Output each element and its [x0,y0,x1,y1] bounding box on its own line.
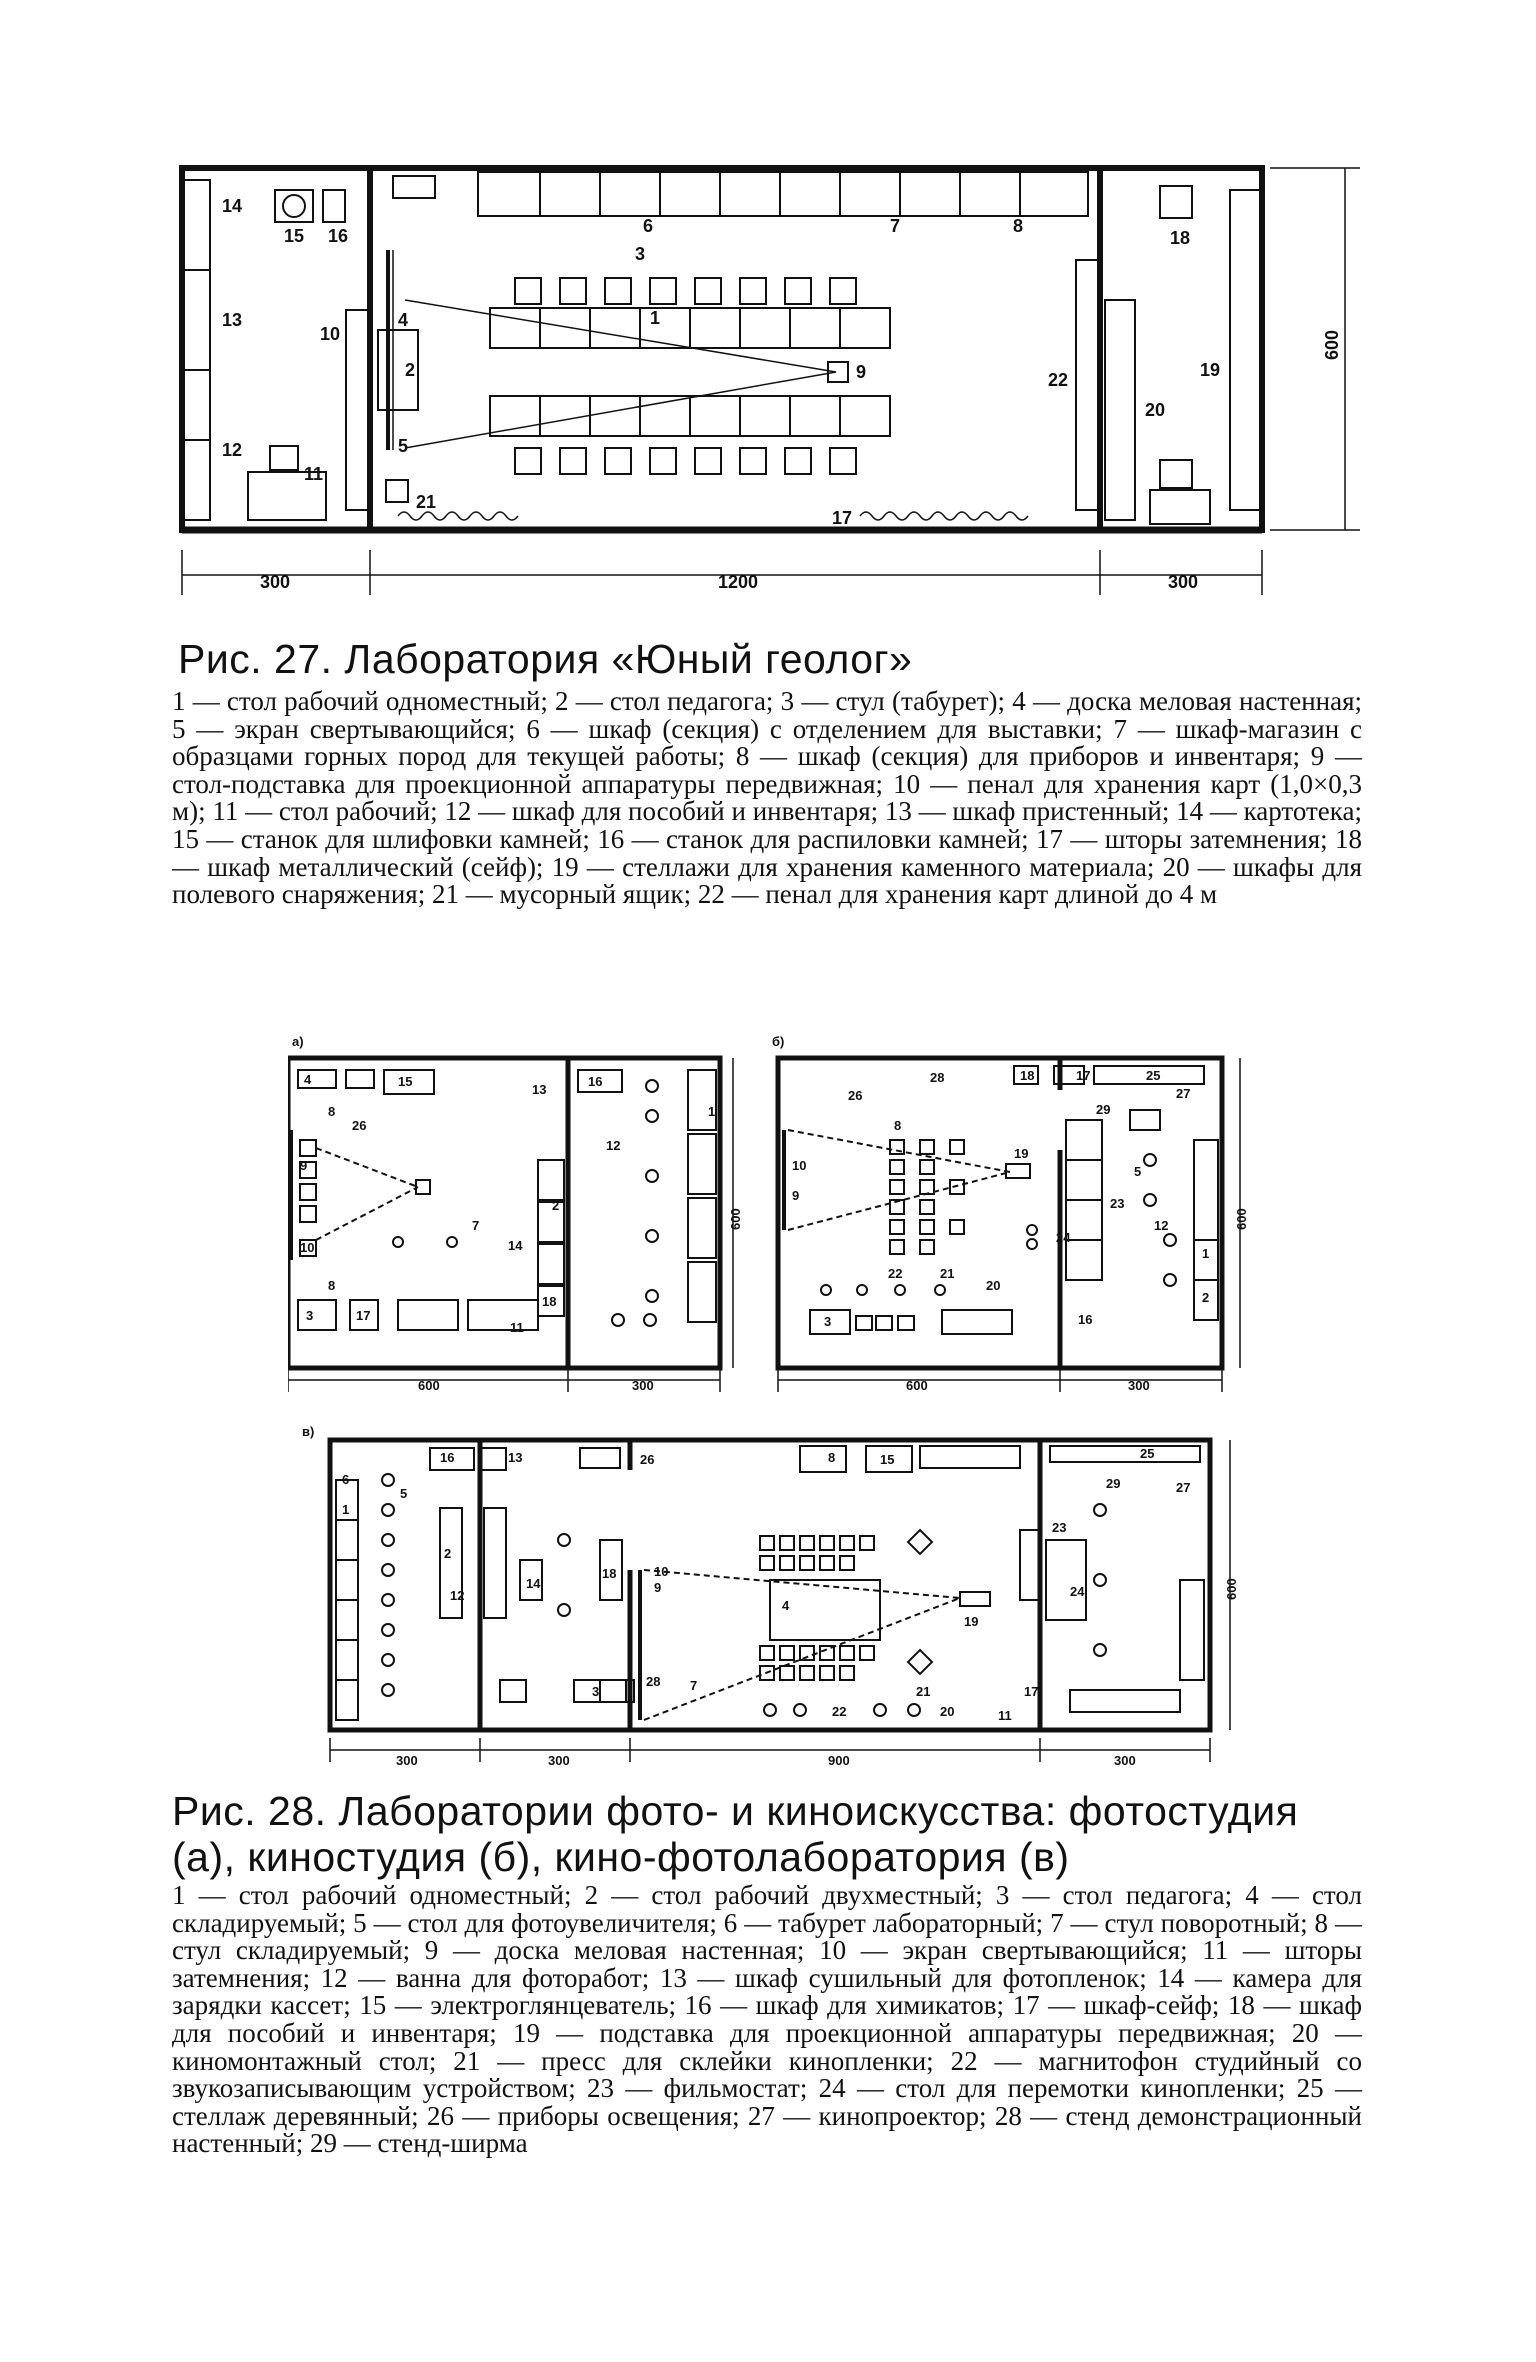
plan-c-dim-300b: 300 [548,1753,570,1768]
label-3: 3 [635,244,646,264]
plan-b-label-26: 26 [848,1088,863,1103]
figure27-legend-text: 1 — стол рабочий одноместный; 2 — стол педагога; 3 — стул (табурет); 4 — доска меловая настенная; 5 — экран свертывающийся; 6 — шкаф (секция) с отделением для выставки; 7 — шкаф-магазин с образцами горных пород для текущей работы; 8 — шкаф (секция) для приборов и инвентаря; 9 — стол-подставка для проекционной аппаратуры передвижная; 10 — пенал для хранения карт (1,0×0,3 м); 11 — стол рабочий; 12 — шкаф для пособий и инвентаря; 13 — шкаф пристенный; 14 — картотека; 15 — станок для шлифовки камней; 16 — станок для распиловки камней; 17 — шторы затемнения; 18 — шкаф металлический (сейф); 19 — стеллажи для хранения каменного материала; 20 — шкафы для полевого снаряжения; 21 — мусорный ящик; 22 — пенал для хранения карт длиной до 4 м [172,686,1362,910]
plan-a-label-4: 4 [304,1072,312,1087]
plan-b-dim-600: 600 [906,1378,928,1393]
plan-b-label-5: 5 [1134,1164,1142,1179]
plan-a-dim-300: 300 [632,1378,654,1393]
plan-a-label-14: 14 [508,1238,523,1253]
plan-c-label-17: 17 [1024,1684,1039,1699]
plan-b-tag: б) [772,1034,785,1049]
plan-c-label-7: 7 [690,1678,698,1693]
plan-a-label-26: 26 [352,1118,367,1133]
figure28-legend-text: 1 — стол рабочий одноместный; 2 — стол рабочий двухместный; 3 — стол педагога; 4 — стол складируемый; 5 — стол для фотоувеличителя; 6 — табурет лабораторный; 7 — стул поворотный; 8 — стул складируемый; 9 — доска меловая настенная; 10 — экран свертывающийся; 11 — шторы затемнения; 12 — ванна для фоторабот; 13 — шкаф сушильный для фотопленок; 14 — камера для зарядки кассет; 15 — электроглянцеватель; 16 — шкаф для химикатов; 17 — шкаф-сейф; 18 — шкаф для пособий и инвентаря; 19 — подставка для проекционной аппаратуры передвижная; 20 — киномонтажный стол; 21 — пресс для склейки кинопленки; 22 — магнитофон студийный со звукозаписывающим устройством; 23 — фильмостат; 24 — стол для перемотки кинопленки; 25 — стеллаж деревянный; 26 — приборы освещения; 27 — кинопроектор; 28 — стенд демонстрационный настенный; 29 — стенд-ширма [172,1880,1362,2159]
figure28-plan-a [288,1030,748,1410]
label-2: 2 [405,360,416,380]
label-21: 21 [416,492,437,512]
label-18: 18 [1170,228,1191,248]
label-15: 15 [284,226,305,246]
plan-b-label-23: 23 [1110,1196,1125,1211]
dim-600: 600 [1322,329,1342,360]
plan-a-label-3: 3 [306,1308,314,1323]
plan-c-dim-300a: 300 [396,1753,418,1768]
label-4: 4 [398,310,409,330]
plan-a-label-8b: 8 [328,1278,336,1293]
plan-b-label-12: 12 [1154,1218,1169,1233]
plan-b-label-2: 2 [1202,1290,1210,1305]
plan-c-label-3: 3 [592,1684,600,1699]
plan-c-label-6: 6 [342,1472,350,1487]
label-7: 7 [890,216,901,236]
plan-b-label-3: 3 [824,1314,832,1329]
plan-a-label-18: 18 [542,1294,557,1309]
label-13: 13 [222,310,243,330]
plan-c-label-2: 2 [444,1546,452,1561]
plan-c-label-27: 27 [1176,1480,1191,1495]
plan-c-label-25: 25 [1140,1446,1155,1461]
plan-a-label-12: 12 [606,1138,621,1153]
plan-b-dim-300: 300 [1128,1378,1150,1393]
plan-c-label-10: 10 [654,1564,669,1579]
plan-a-label-8a: 8 [328,1104,336,1119]
plan-c-label-18: 18 [602,1566,617,1581]
label-19: 19 [1200,360,1221,380]
dim-1200: 1200 [718,572,759,592]
plan-c-label-16: 16 [440,1450,455,1465]
label-10: 10 [320,324,341,344]
plan-a-tag: а) [292,1034,304,1049]
plan-b-label-22: 22 [888,1266,903,1281]
plan-a-label-15: 15 [398,1074,413,1089]
plan-c-dim-900: 900 [828,1753,850,1768]
plan-a-label-16: 16 [588,1074,603,1089]
plan-c-label-28: 28 [646,1674,661,1689]
plan-c-label-14: 14 [526,1576,541,1591]
plan-b-dim-height: 600 [1234,1208,1249,1230]
figure28-legend [172,1882,1362,2158]
label-14: 14 [222,196,243,216]
figure28-plan-c [300,1420,1260,1780]
plan-c-label-4: 4 [782,1598,790,1613]
figure27-title: Рис. 27. Лаборатория «Юный геолог» [178,636,913,682]
label-22: 22 [1048,370,1069,390]
plan-c-label-21: 21 [916,1684,931,1699]
plan-b-label-17: 17 [1076,1068,1091,1083]
plan-c-label-19: 19 [964,1614,979,1629]
plan-a-label-7: 7 [472,1218,480,1233]
plan-c-label-23: 23 [1052,1520,1067,1535]
figure27-legend [172,688,1362,909]
plan-c-label-13: 13 [508,1450,523,1465]
label-9: 9 [856,362,867,382]
plan-a-label-2: 2 [552,1198,560,1213]
plan-c-label-5: 5 [400,1486,408,1501]
figure27-floor-plan [160,150,1380,620]
plan-a-dim-height: 600 [728,1208,743,1230]
plan-b-label-8: 8 [894,1118,902,1133]
label-5: 5 [398,436,409,456]
plan-a-label-13: 13 [532,1082,547,1097]
plan-b-label-9: 9 [792,1188,800,1203]
plan-c-label-8: 8 [828,1450,836,1465]
label-11: 11 [304,464,324,484]
plan-a-label-1: 1 [708,1104,716,1119]
plan-a-label-11: 11 [510,1320,524,1335]
plan-a-label-9: 9 [300,1158,308,1173]
plan-c-label-22: 22 [832,1704,847,1719]
label-16: 16 [328,226,349,246]
figure28-title: Рис. 28. Лаборатории фото- и киноискусства: фотостудия (а), киностудия (б), кино-фотолаборатория (в) [172,1788,1299,1880]
plan-c-label-29: 29 [1106,1476,1121,1491]
plan-b-label-19: 19 [1014,1146,1029,1161]
label-6: 6 [643,216,654,236]
label-17: 17 [832,508,853,528]
label-8: 8 [1013,216,1024,236]
plan-c-label-26: 26 [640,1452,655,1467]
label-1: 1 [650,308,661,328]
plan-b-label-29: 29 [1096,1102,1111,1117]
plan-b-label-27: 27 [1176,1086,1191,1101]
plan-b-label-10: 10 [792,1158,807,1173]
plan-b-label-16: 16 [1078,1312,1093,1327]
label-20: 20 [1145,400,1166,420]
plan-b-label-25: 25 [1146,1068,1161,1083]
plan-b-label-1: 1 [1202,1246,1210,1261]
plan-a-label-10: 10 [300,1240,315,1255]
plan-c-tag: в) [302,1424,315,1439]
dim-300-right: 300 [1168,572,1199,592]
plan-c-dim-600: 600 [1224,1578,1239,1600]
plan-b-label-28: 28 [930,1070,945,1085]
plan-c-label-24: 24 [1070,1584,1085,1599]
plan-a-dim-600: 600 [418,1378,440,1393]
plan-c-label-15: 15 [880,1452,895,1467]
plan-b-label-21: 21 [940,1266,955,1281]
plan-c-label-12: 12 [450,1588,465,1603]
plan-c-label-9: 9 [654,1580,662,1595]
plan-c-label-11: 11 [998,1708,1012,1723]
label-12: 12 [222,440,243,460]
plan-b-label-24: 24 [1056,1230,1071,1245]
plan-c-label-1: 1 [342,1502,350,1517]
dim-300-left: 300 [260,572,291,592]
plan-c-dim-300c: 300 [1114,1753,1136,1768]
figure28-plan-b [770,1030,1260,1410]
plan-a-label-17: 17 [356,1308,371,1323]
plan-b-label-18: 18 [1020,1068,1035,1083]
plan-b-label-20: 20 [986,1278,1001,1293]
plan-c-label-20: 20 [940,1704,955,1719]
